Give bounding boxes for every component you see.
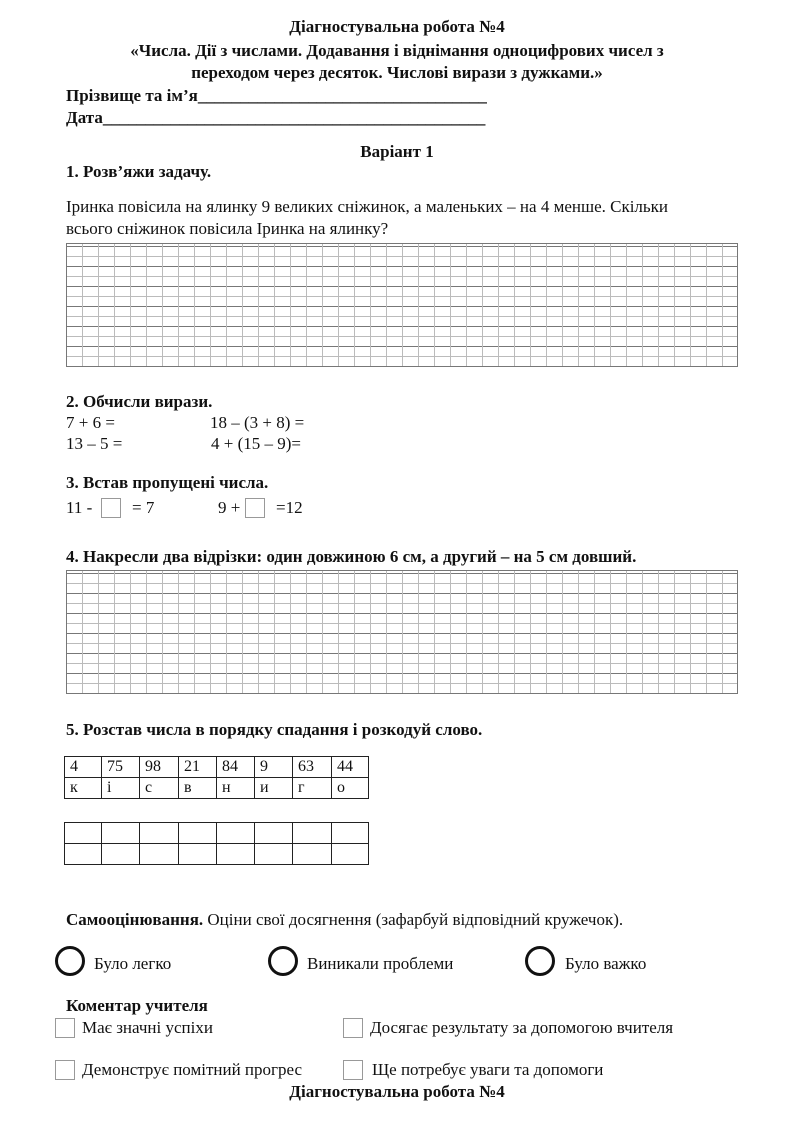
answer-cell[interactable] <box>255 823 293 844</box>
option-hard-label: Було важко <box>565 954 647 973</box>
problems-circle-icon[interactable] <box>268 946 298 976</box>
hard-circle-icon[interactable] <box>525 946 555 976</box>
page-title: Діагностувальна робота №4 <box>289 17 505 36</box>
task2-expr4: 4 + (15 – 9)= <box>211 434 301 453</box>
answer-cell[interactable] <box>217 823 255 844</box>
checkbox-with-teacher-help[interactable] <box>343 1018 363 1038</box>
number-cell: 44 <box>332 757 369 778</box>
page-subtitle-line1: «Числа. Дії з числами. Додавання і віднімання одноцифрових чисел з <box>130 41 664 60</box>
answer-cell[interactable] <box>102 844 140 865</box>
letter-cell: к <box>65 778 102 799</box>
task3-expr2-left: 9 + <box>218 498 241 517</box>
number-cell: 98 <box>140 757 179 778</box>
task2-expr1: 7 + 6 = <box>66 413 115 432</box>
checkbox-needs-attention[interactable] <box>343 1060 363 1080</box>
task1-text-line2: всього сніжинок повісила Іринка на ялинку? <box>66 219 389 238</box>
letter-cell: г <box>293 778 332 799</box>
self-assessment-label <box>66 910 623 930</box>
task3-heading: 3. Встав пропущені числа. <box>66 473 269 492</box>
answer-cell[interactable] <box>332 844 369 865</box>
letter-cell: н <box>217 778 255 799</box>
answer-cell[interactable] <box>293 844 332 865</box>
comment-item3: Демонструє помітний прогрес <box>82 1060 303 1079</box>
option-problems-label: Виникали проблеми <box>307 954 454 973</box>
answer-cell[interactable] <box>140 823 179 844</box>
comment-item1: Має значні успіхи <box>82 1018 213 1037</box>
answer-cell[interactable] <box>140 844 179 865</box>
comment-item2: Досягає результату за допомогою вчителя <box>370 1018 674 1037</box>
comment-item4: Ще потребує уваги та допомоги <box>372 1060 604 1079</box>
task3-blank1[interactable] <box>101 498 121 518</box>
letter-cell: и <box>255 778 293 799</box>
task2-heading: 2. Обчисли вирази. <box>66 392 213 411</box>
task3-expr2-right: =12 <box>276 498 303 517</box>
answer-cell[interactable] <box>179 823 217 844</box>
variant-heading: Варіант 1 <box>360 142 434 161</box>
number-cell: 9 <box>255 757 293 778</box>
task5-numbers-row <box>65 757 369 778</box>
letter-cell: і <box>102 778 140 799</box>
number-cell: 63 <box>293 757 332 778</box>
checkbox-noticeable-progress[interactable] <box>55 1060 75 1080</box>
answer-row <box>65 844 369 865</box>
answer-row <box>65 823 369 844</box>
answer-cell[interactable] <box>179 844 217 865</box>
task5-answer-table <box>64 822 369 865</box>
task5-code-table <box>64 756 369 799</box>
task3-expr1-left: 11 - <box>66 498 93 517</box>
number-cell: 21 <box>179 757 217 778</box>
page-subtitle-line2: переходом через десяток. Числові вирази з дужками.» <box>191 63 603 82</box>
task4-heading: 4. Накресли два відрізки: один довжиною 6 см, а другий – на 5 см довший. <box>66 547 637 566</box>
answer-cell[interactable] <box>102 823 140 844</box>
self-assessment-instruction: Оціни свої досягнення (зафарбуй відповідний кружечок). <box>203 910 624 929</box>
number-cell: 4 <box>65 757 102 778</box>
letter-cell: с <box>140 778 179 799</box>
self-assessment-title: Самооцінювання. <box>66 910 204 929</box>
answer-cell[interactable] <box>293 823 332 844</box>
task3-expr1-right: = 7 <box>132 498 155 517</box>
task1-text-line1: Іринка повісила на ялинку 9 великих сніжинок, а маленьких – на 4 менше. Скільки <box>66 197 669 216</box>
date-field[interactable]: Дата_____________________________________________ <box>66 108 486 127</box>
letter-cell: о <box>332 778 369 799</box>
task3-blank2[interactable] <box>245 498 265 518</box>
task4-drawing-grid[interactable] <box>66 570 738 694</box>
answer-cell[interactable] <box>217 844 255 865</box>
footer-title: Діагностувальна робота №4 <box>289 1082 505 1101</box>
letter-cell: в <box>179 778 217 799</box>
task2-expr2: 18 – (3 + 8) = <box>210 413 305 432</box>
task5-letters-row <box>65 778 369 799</box>
checkbox-significant-success[interactable] <box>55 1018 75 1038</box>
teacher-comment-heading: Коментар учителя <box>66 996 208 1015</box>
task1-heading: 1. Розв’яжи задачу. <box>66 162 212 181</box>
answer-cell[interactable] <box>332 823 369 844</box>
task2-expr3: 13 – 5 = <box>66 434 123 453</box>
answer-cell[interactable] <box>65 844 102 865</box>
answer-cell[interactable] <box>65 823 102 844</box>
number-cell: 84 <box>217 757 255 778</box>
task1-answer-grid[interactable] <box>66 243 738 367</box>
answer-cell[interactable] <box>255 844 293 865</box>
task5-heading: 5. Розстав числа в порядку спадання і розкодуй слово. <box>66 720 483 739</box>
name-field[interactable]: Прізвище та ім’я__________________________________ <box>66 86 487 105</box>
option-easy-label: Було легко <box>94 954 172 973</box>
easy-circle-icon[interactable] <box>55 946 85 976</box>
number-cell: 75 <box>102 757 140 778</box>
